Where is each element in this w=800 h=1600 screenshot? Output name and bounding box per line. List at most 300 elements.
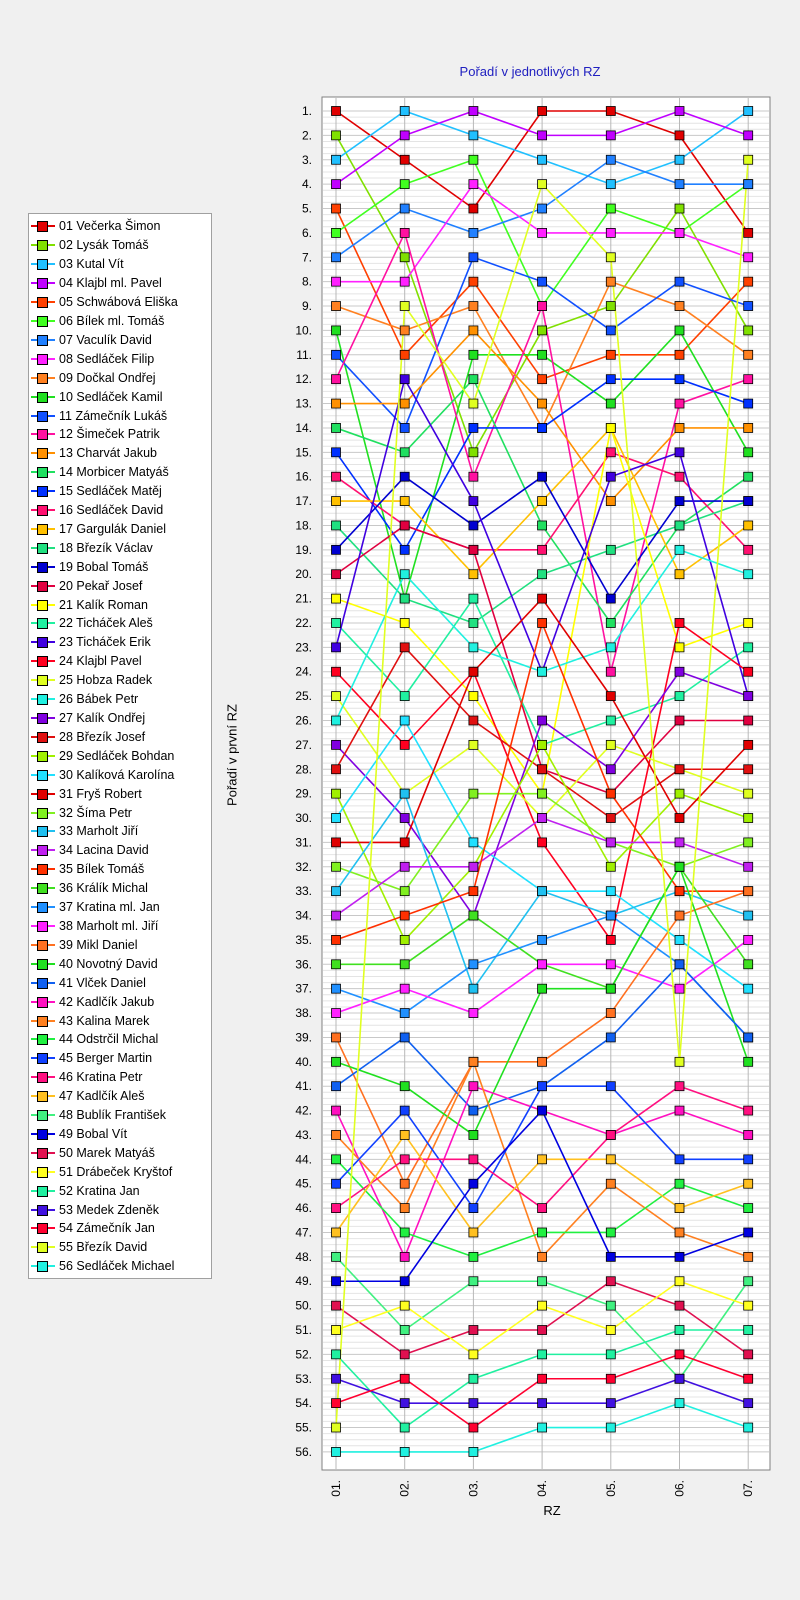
series-31-point-5: [606, 692, 615, 701]
series-10-point-6: [675, 326, 684, 335]
legend-marker: [37, 789, 48, 800]
legend-label: 43 Kalina Marek: [59, 1013, 150, 1028]
legend-swatch: [31, 825, 55, 837]
series-45-point-4: [538, 1082, 547, 1091]
y-tick-label-44: 44.: [295, 1152, 312, 1167]
legend-marker: [37, 1167, 48, 1178]
series-56-point-6: [675, 1399, 684, 1408]
series-28-point-1: [332, 765, 341, 774]
legend-swatch: [31, 277, 55, 289]
series-31-point-2: [400, 838, 409, 847]
legend-entry-27: [29, 709, 211, 728]
y-tick-label-47: 47.: [295, 1225, 312, 1240]
series-49-point-6: [675, 1252, 684, 1261]
series-29-point-2: [400, 935, 409, 944]
legend-swatch: [31, 353, 55, 365]
series-8-point-2: [400, 277, 409, 286]
series-5-point-7: [744, 277, 753, 286]
series-52-point-4: [538, 1350, 547, 1359]
series-19-point-4: [538, 472, 547, 481]
legend-label: 08 Sedláček Filip: [59, 351, 155, 366]
series-43-point-3: [469, 1057, 478, 1066]
series-5-point-2: [400, 350, 409, 359]
legend-label: 11 Zámečník Lukáš: [59, 408, 168, 423]
legend-marker: [37, 921, 48, 932]
legend-swatch: [31, 636, 55, 648]
legend-label: 55 Březík David: [59, 1240, 148, 1255]
legend-entry-23: [29, 633, 211, 652]
series-12-point-1: [332, 375, 341, 384]
legend-entry-36: [29, 879, 211, 898]
series-1-point-4: [538, 107, 547, 116]
legend-label: 37 Kratina ml. Jan: [59, 900, 160, 915]
series-44-point-5: [606, 1228, 615, 1237]
legend-marker: [37, 1053, 48, 1064]
legend-swatch: [31, 863, 55, 875]
series-26-point-1: [332, 716, 341, 725]
series-43-point-4: [538, 1252, 547, 1261]
series-13-point-4: [538, 399, 547, 408]
legend-marker: [37, 1205, 48, 1216]
series-31-point-6: [675, 814, 684, 823]
legend-swatch: [31, 1033, 55, 1045]
series-49-point-1: [332, 1277, 341, 1286]
series-3-point-6: [675, 155, 684, 164]
series-31-point-1: [332, 838, 341, 847]
series-19-point-7: [744, 497, 753, 506]
series-51-point-6: [675, 1277, 684, 1286]
series-23-point-1: [332, 643, 341, 652]
series-54-point-7: [744, 1374, 753, 1383]
series-18-point-5: [606, 545, 615, 554]
series-4-point-4: [538, 131, 547, 140]
legend-entry-48: [29, 1106, 211, 1125]
legend-swatch: [31, 1204, 55, 1216]
series-29-point-4: [538, 740, 547, 749]
series-7-point-7: [744, 180, 753, 189]
series-52-point-1: [332, 1350, 341, 1359]
y-tick-label-15: 15.: [295, 445, 312, 460]
series-35-point-5: [606, 789, 615, 798]
series-1-point-2: [400, 155, 409, 164]
y-tick-label-6: 6.: [301, 225, 312, 240]
series-36-point-1: [332, 960, 341, 969]
series-49-point-7: [744, 1228, 753, 1237]
series-16-point-5: [606, 448, 615, 457]
legend-entry-39: [29, 935, 211, 954]
legend-swatch: [31, 750, 55, 762]
legend-swatch: [31, 920, 55, 932]
y-tick-label-55: 55.: [295, 1420, 312, 1435]
series-9-point-6: [675, 302, 684, 311]
y-tick-label-3: 3.: [301, 152, 312, 167]
series-14-point-2: [400, 448, 409, 457]
series-12-point-6: [675, 399, 684, 408]
legend-swatch: [31, 844, 55, 856]
y-tick-label-43: 43.: [295, 1127, 312, 1142]
legend-marker: [37, 429, 48, 440]
legend-label: 28 Březík Josef: [59, 729, 146, 744]
legend-marker: [37, 826, 48, 837]
series-54-point-2: [400, 1374, 409, 1383]
y-tick-label-2: 2.: [301, 128, 312, 143]
legend-entry-6: [29, 312, 211, 331]
legend-entry-34: [29, 841, 211, 860]
legend-marker: [37, 656, 48, 667]
legend-swatch: [31, 410, 55, 422]
legend-swatch: [31, 882, 55, 894]
series-44-point-2: [400, 1228, 409, 1237]
legend-swatch: [31, 939, 55, 951]
series-11-point-1: [332, 350, 341, 359]
legend-entry-11: [29, 406, 211, 425]
legend-entry-9: [29, 368, 211, 387]
legend-marker: [37, 354, 48, 365]
x-tick-label-7: 07.: [741, 1480, 756, 1497]
legend-swatch: [31, 996, 55, 1008]
series-12-point-7: [744, 375, 753, 384]
legend-marker: [37, 618, 48, 629]
series-35-point-2: [400, 911, 409, 920]
series-17-point-6: [675, 570, 684, 579]
x-tick-label-6: 06.: [672, 1480, 687, 1497]
series-9-point-1: [332, 302, 341, 311]
series-13-point-3: [469, 326, 478, 335]
legend-label: 21 Kalík Roman: [59, 597, 148, 612]
series-6-point-2: [400, 180, 409, 189]
series-29-point-6: [675, 789, 684, 798]
x-tick-label-5: 05.: [603, 1480, 618, 1497]
series-38-point-7: [744, 935, 753, 944]
series-11-point-4: [538, 277, 547, 286]
series-13-point-1: [332, 399, 341, 408]
legend-entry-38: [29, 917, 211, 936]
legend-label: 52 Kratina Jan: [59, 1183, 140, 1198]
legend-marker: [37, 997, 48, 1008]
series-1-point-5: [606, 107, 615, 116]
y-tick-label-16: 16.: [295, 469, 312, 484]
series-3-point-7: [744, 107, 753, 116]
series-7-point-4: [538, 204, 547, 213]
series-45-point-7: [744, 1155, 753, 1164]
y-tick-label-23: 23.: [295, 640, 312, 655]
series-43-point-7: [744, 1252, 753, 1261]
series-15-point-2: [400, 545, 409, 554]
series-47-point-1: [332, 1228, 341, 1237]
series-53-point-3: [469, 1399, 478, 1408]
legend-entry-49: [29, 1125, 211, 1144]
series-24-point-1: [332, 667, 341, 676]
legend-marker: [37, 864, 48, 875]
x-tick-label-3: 03.: [466, 1480, 481, 1497]
legend-label: 38 Marholt ml. Jiří: [59, 918, 159, 933]
legend-label: 26 Bábek Petr: [59, 692, 139, 707]
legend-marker: [37, 505, 48, 516]
series-24-point-7: [744, 667, 753, 676]
series-31-point-7: [744, 740, 753, 749]
legend-entry-22: [29, 614, 211, 633]
legend-label: 48 Bublík František: [59, 1108, 166, 1123]
legend-marker: [37, 373, 48, 384]
series-56-point-1: [332, 1447, 341, 1456]
series-2-point-5: [606, 302, 615, 311]
legend-swatch: [31, 712, 55, 724]
series-30-point-7: [744, 984, 753, 993]
legend-entry-13: [29, 444, 211, 463]
series-37-point-4: [538, 935, 547, 944]
series-28-point-6: [675, 765, 684, 774]
series-54-point-5: [606, 1374, 615, 1383]
y-tick-label-38: 38.: [295, 1006, 312, 1021]
legend-swatch: [31, 447, 55, 459]
legend-label: 04 Klajbl ml. Pavel: [59, 276, 162, 291]
series-47-point-2: [400, 1130, 409, 1139]
legend-entry-8: [29, 349, 211, 368]
series-19-point-6: [675, 497, 684, 506]
series-46-point-1: [332, 1204, 341, 1213]
legend-marker: [37, 1242, 48, 1253]
legend-marker: [37, 959, 48, 970]
series-55-point-7: [744, 155, 753, 164]
series-53-point-7: [744, 1399, 753, 1408]
y-tick-label-28: 28.: [295, 762, 312, 777]
series-43-point-5: [606, 1179, 615, 1188]
series-2-point-1: [332, 131, 341, 140]
series-10-point-1: [332, 326, 341, 335]
series-17-point-7: [744, 521, 753, 530]
legend-label: 03 Kutal Vít: [59, 257, 124, 272]
legend-swatch: [31, 466, 55, 478]
series-47-point-5: [606, 1155, 615, 1164]
legend-marker: [37, 562, 48, 573]
y-tick-label-48: 48.: [295, 1249, 312, 1264]
series-51-point-5: [606, 1326, 615, 1335]
legend-label: 22 Ticháček Aleš: [59, 616, 153, 631]
legend-entry-20: [29, 576, 211, 595]
series-11-point-3: [469, 253, 478, 262]
series-19-point-3: [469, 521, 478, 530]
legend-entry-17: [29, 520, 211, 539]
series-27-point-1: [332, 740, 341, 749]
y-tick-label-40: 40.: [295, 1054, 312, 1069]
series-48-point-7: [744, 1277, 753, 1286]
y-tick-label-11: 11.: [296, 347, 312, 362]
series-22-point-3: [469, 594, 478, 603]
series-21-point-5: [606, 423, 615, 432]
y-tick-label-33: 33.: [295, 884, 312, 899]
series-43-point-2: [400, 1204, 409, 1213]
series-4-point-2: [400, 131, 409, 140]
y-tick-label-29: 29.: [295, 786, 312, 801]
legend-marker: [37, 543, 48, 554]
series-41-point-2: [400, 1033, 409, 1042]
series-27-point-2: [400, 814, 409, 823]
legend-swatch: [31, 769, 55, 781]
series-13-point-2: [400, 399, 409, 408]
series-14-point-4: [538, 521, 547, 530]
legend-entry-26: [29, 690, 211, 709]
legend-entry-56: [29, 1257, 211, 1276]
series-34-point-7: [744, 862, 753, 871]
series-40-point-5: [606, 984, 615, 993]
series-4-point-7: [744, 131, 753, 140]
y-tick-label-51: 51.: [295, 1323, 312, 1337]
legend-swatch: [31, 901, 55, 913]
legend-entry-42: [29, 992, 211, 1011]
legend-marker: [37, 1223, 48, 1234]
legend-marker: [37, 278, 48, 289]
series-51-point-2: [400, 1301, 409, 1310]
series-8-point-4: [538, 228, 547, 237]
legend-entry-33: [29, 822, 211, 841]
series-20-point-3: [469, 545, 478, 554]
y-tick-label-27: 27.: [295, 737, 312, 752]
series-34-point-6: [675, 838, 684, 847]
series-42-point-2: [400, 1252, 409, 1261]
series-13-point-5: [606, 497, 615, 506]
series-56-point-5: [606, 1423, 615, 1432]
y-tick-label-35: 35.: [295, 932, 312, 947]
legend-swatch: [31, 1128, 55, 1140]
y-tick-label-34: 34.: [295, 908, 312, 923]
series-19-point-5: [606, 594, 615, 603]
legend-entry-2: [29, 236, 211, 255]
legend-marker: [37, 675, 48, 686]
legend-marker: [37, 486, 48, 497]
series-47-point-3: [469, 1228, 478, 1237]
legend-marker: [37, 448, 48, 459]
legend-marker: [37, 751, 48, 762]
series-38-point-3: [469, 1009, 478, 1018]
series-39-point-4: [538, 1057, 547, 1066]
series-15-point-1: [332, 448, 341, 457]
series-2-point-2: [400, 253, 409, 262]
series-28-point-3: [469, 716, 478, 725]
series-55-point-4: [538, 180, 547, 189]
series-55-point-6: [675, 1057, 684, 1066]
series-52-point-7: [744, 1326, 753, 1335]
legend-marker: [37, 978, 48, 989]
legend-marker: [37, 1110, 48, 1121]
series-13-point-7: [744, 423, 753, 432]
legend-entry-4: [29, 274, 211, 293]
series-30-point-6: [675, 935, 684, 944]
series-25-point-7: [744, 789, 753, 798]
y-tick-label-9: 9.: [301, 299, 312, 314]
legend-marker: [37, 883, 48, 894]
series-12-point-2: [400, 228, 409, 237]
legend-swatch: [31, 731, 55, 743]
legend-marker: [37, 524, 48, 535]
series-26-point-6: [675, 545, 684, 554]
series-46-point-3: [469, 1155, 478, 1164]
legend-entry-54: [29, 1219, 211, 1238]
series-23-point-3: [469, 497, 478, 506]
legend-label: 15 Sedláček Matěj: [59, 484, 162, 499]
series-49-point-3: [469, 1179, 478, 1188]
y-tick-label-37: 37.: [295, 981, 312, 996]
y-tick-label-24: 24.: [295, 664, 312, 679]
legend-swatch: [31, 372, 55, 384]
series-51-point-7: [744, 1301, 753, 1310]
legend-label: 10 Sedláček Kamil: [59, 389, 163, 404]
series-5-point-6: [675, 350, 684, 359]
series-50-point-4: [538, 1326, 547, 1335]
series-33-point-7: [744, 911, 753, 920]
y-tick-label-4: 4.: [301, 177, 312, 192]
series-27-point-5: [606, 765, 615, 774]
series-21-point-2: [400, 618, 409, 627]
series-48-point-4: [538, 1277, 547, 1286]
legend-entry-16: [29, 501, 211, 520]
series-15-point-7: [744, 399, 753, 408]
series-6-point-3: [469, 155, 478, 164]
legend-label: 34 Lacina David: [59, 843, 149, 858]
y-tick-label-56: 56.: [295, 1444, 312, 1459]
series-37-point-1: [332, 984, 341, 993]
series-20-point-6: [675, 716, 684, 725]
series-35-point-1: [332, 935, 341, 944]
series-4-point-6: [675, 107, 684, 116]
series-38-point-6: [675, 984, 684, 993]
series-8-point-7: [744, 253, 753, 262]
series-11-point-5: [606, 326, 615, 335]
legend-entry-12: [29, 425, 211, 444]
legend-swatch: [31, 693, 55, 705]
legend-marker: [37, 1129, 48, 1140]
legend-swatch: [31, 1147, 55, 1159]
legend-label: 17 Gargulák Daniel: [59, 521, 167, 536]
series-47-point-4: [538, 1155, 547, 1164]
series-1-point-6: [675, 131, 684, 140]
series-56-point-7: [744, 1423, 753, 1432]
series-45-point-2: [400, 1106, 409, 1115]
series-41-point-5: [606, 1033, 615, 1042]
series-43-point-6: [675, 1228, 684, 1237]
series-25-point-3: [469, 740, 478, 749]
series-23-point-6: [675, 448, 684, 457]
legend-entry-7: [29, 330, 211, 349]
series-47-point-7: [744, 1179, 753, 1188]
legend-swatch: [31, 1015, 55, 1027]
series-51-point-4: [538, 1301, 547, 1310]
legend-label: 33 Marholt Jiří: [59, 824, 139, 839]
series-8-point-1: [332, 277, 341, 286]
series-37-point-5: [606, 911, 615, 920]
series-50-point-6: [675, 1301, 684, 1310]
series-30-point-3: [469, 838, 478, 847]
y-tick-labels: [295, 104, 312, 1459]
series-42-point-1: [332, 1106, 341, 1115]
legend-entry-29: [29, 746, 211, 765]
legend-entry-44: [29, 1030, 211, 1049]
legend-entry-24: [29, 652, 211, 671]
series-38-point-5: [606, 960, 615, 969]
series-15-point-3: [469, 423, 478, 432]
series-2-point-7: [744, 326, 753, 335]
series-4-point-5: [606, 131, 615, 140]
legend-label: 42 Kadlčík Jakub: [59, 994, 155, 1009]
legend-label: 45 Berger Martin: [59, 1051, 153, 1066]
series-22-point-5: [606, 716, 615, 725]
legend-swatch: [31, 1222, 55, 1234]
legend-marker: [37, 694, 48, 705]
series-20-point-1: [332, 570, 341, 579]
series-23-point-5: [606, 472, 615, 481]
y-tick-label-13: 13.: [295, 396, 312, 411]
legend-entry-32: [29, 803, 211, 822]
legend-swatch: [31, 239, 55, 251]
